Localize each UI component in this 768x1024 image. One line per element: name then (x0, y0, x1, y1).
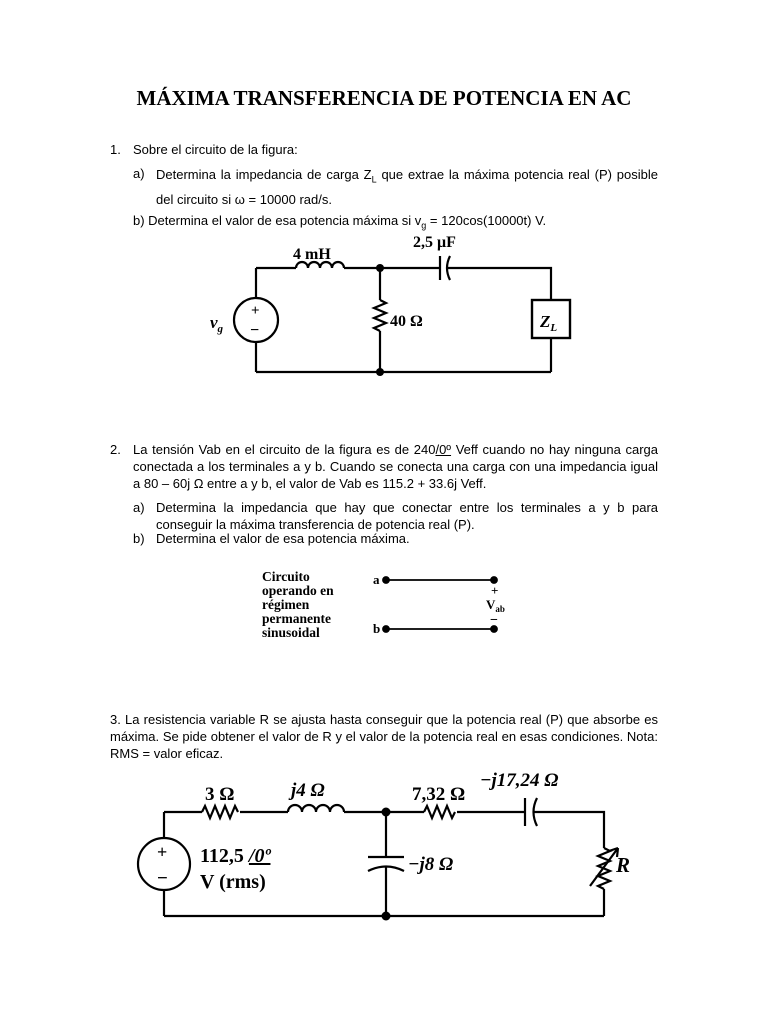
problem-2-number: 2. (110, 442, 121, 457)
c2-label: −j17,24 Ω (480, 770, 559, 791)
vab-label: $V_{ab}$ (486, 597, 505, 614)
capacitor-label: 2,5 μF (413, 234, 456, 251)
problem-2a-text: Determina la impedancia que hay que conectar entre los terminales a y b para conseguir la máxima transferencia de potencia real (P). (156, 500, 658, 532)
resistor-3-symbol (202, 806, 238, 818)
problem-3-statement: 3. La resistencia variable R se ajusta hasta conseguir que la potencia real (P) que absorbe es máxima. Se pide obtener el valor de R y el valor de la potencia real en esas condiciones. Nota: RMS = valor eficaz. (110, 712, 658, 761)
source-3-plus-sign: + (157, 842, 168, 862)
source-3-units: V (rms) (200, 871, 266, 893)
source-label: $v_g$ (210, 313, 224, 335)
problem-1a-label: a) (133, 166, 145, 181)
circuit-2-description: Circuito operando en régimen permanente sinusoidal (262, 569, 334, 640)
problem-1-statement: Sobre el circuito de la figura: (133, 142, 298, 157)
problem-2b-text: Determina el valor de esa potencia máxima. (156, 531, 410, 546)
problem-2b-label: b) (133, 531, 145, 546)
c1-label: −j8 Ω (408, 854, 454, 875)
problem-2-statement: La tensión Vab en el circuito de la figura es de 240/0º Veff cuando no hay ninguna carga conectada a los terminales a y b. Cuando se conecta una carga con una impedancia igual a 80 – 60j Ω entre a y b, el valor de Vab es 115.2 + 33.6j Veff. (133, 442, 658, 491)
node-dot-bottom-3 (382, 912, 391, 921)
inductor-label: 4 mH (293, 246, 331, 263)
vab-plus-sign: + (491, 583, 499, 598)
l1-label: j4 Ω (291, 780, 325, 801)
page-title: MÁXIMA TRANSFERENCIA DE POTENCIA EN AC (136, 86, 632, 110)
problem-1a-text: Determina la impedancia de carga $Z_L$ que extrae la máxima potencia real (P) posible del circuito si ω = 10000 rad/s. (156, 167, 658, 207)
load-r-label: R (616, 853, 631, 877)
terminal-b-label: b (373, 621, 381, 636)
r2-label: 7,32 Ω (412, 784, 466, 805)
problem-2a-label: a) (133, 500, 145, 515)
vab-minus-sign: − (490, 613, 498, 628)
inductor-j4-symbol (288, 805, 344, 812)
node-dot-top-3 (382, 808, 391, 817)
problem-1b-text: b) Determina el valor de esa potencia máxima si $v_g = 120\cos(10000t)$ V. (133, 213, 547, 231)
source-3-minus-sign: − (157, 868, 168, 889)
r1-label: 3 Ω (205, 784, 235, 805)
resistor-label: 40 Ω (390, 313, 423, 330)
source-plus-sign: + (251, 303, 260, 319)
source-3-value: 112,5 /0º (200, 845, 271, 867)
problem-1-number: 1. (110, 142, 121, 157)
load-label: $Z_L$ (540, 312, 558, 334)
resistor-732-symbol (424, 806, 455, 818)
source-minus-sign: − (250, 322, 260, 339)
terminal-a-label: a (373, 572, 380, 587)
